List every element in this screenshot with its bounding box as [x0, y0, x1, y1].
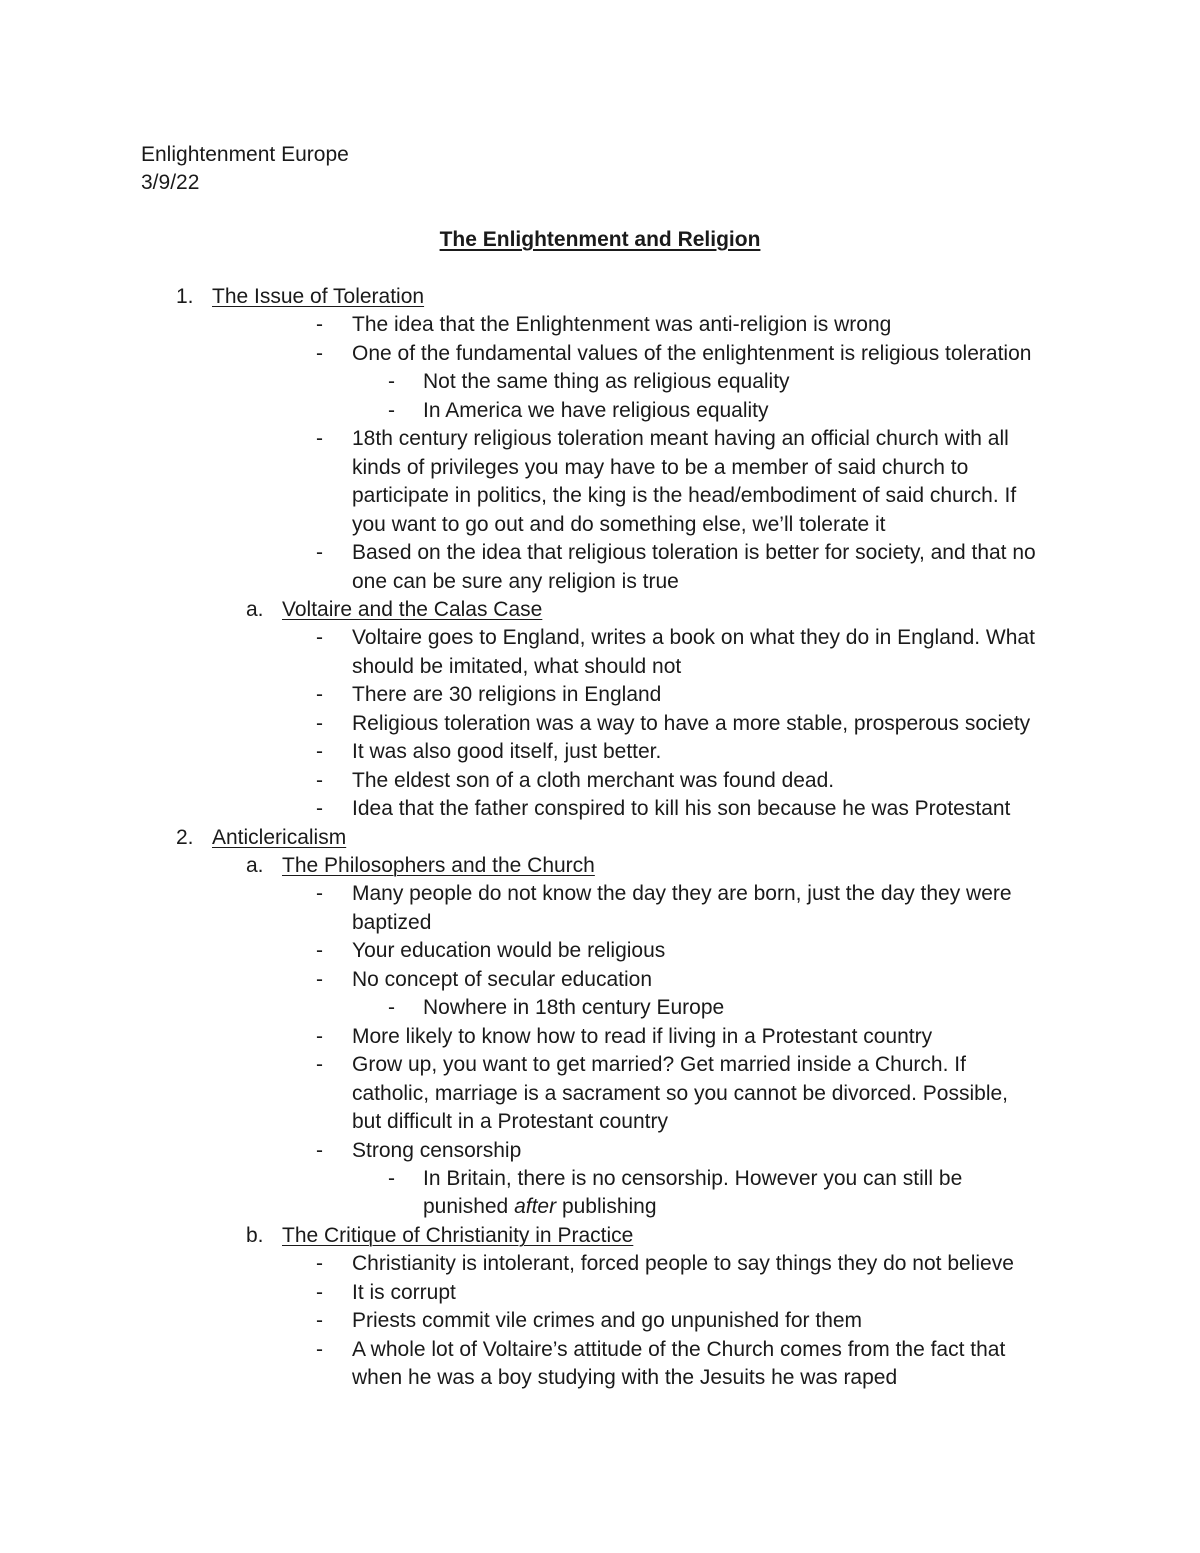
sub-bullet-dash: - — [388, 399, 395, 422]
bullet-text: The idea that the Enlightenment was anti-religion is wrong — [352, 313, 892, 336]
note-date: 3/9/22 — [141, 171, 200, 194]
bullet-dash: - — [316, 427, 323, 450]
bullet-dash: - — [316, 541, 323, 564]
bullet-text: catholic, marriage is a sacrament so you cannot be divorced. Possible, — [352, 1082, 1008, 1105]
document-title: The Enlightenment and Religion — [439, 228, 761, 251]
bullet-text: No concept of secular education — [352, 968, 653, 991]
bullet-dash: - — [316, 313, 323, 336]
bullet-text: when he was a boy studying with the Jesuits he was raped — [352, 1366, 898, 1389]
subsection-letter: a. — [246, 854, 264, 877]
bullet-dash: - — [316, 1252, 323, 1275]
bullet-dash: - — [316, 769, 323, 792]
bullet-text: kinds of privileges you may have to be a member of said church to — [352, 456, 969, 479]
bullet-text: Many people do not know the day they are born, just the day they were — [352, 882, 1012, 905]
bullet-dash: - — [316, 1338, 323, 1361]
bullet-text: Strong censorship — [352, 1139, 522, 1162]
sub-bullet-text — [423, 1193, 657, 1221]
bullet-text: baptized — [352, 911, 432, 934]
section-heading: The Issue of Toleration — [212, 285, 425, 308]
sub-bullet-text: Nowhere in 18th century Europe — [423, 996, 725, 1019]
bullet-text: More likely to know how to read if living in a Protestant country — [352, 1025, 933, 1048]
sub-bullet-text: In America we have religious equality — [423, 399, 769, 422]
bullet-dash: - — [316, 797, 323, 820]
bullet-dash: - — [316, 1309, 323, 1332]
bullet-text: The eldest son of a cloth merchant was found dead. — [352, 769, 835, 792]
bullet-text: should be imitated, what should not — [352, 655, 682, 678]
subsection-heading: Voltaire and the Calas Case — [282, 598, 543, 621]
section-heading: Anticlericalism — [212, 826, 347, 849]
course-name: Enlightenment Europe — [141, 143, 349, 166]
bullet-text: Your education would be religious — [352, 939, 666, 962]
subsection-letter: a. — [246, 598, 264, 621]
bullet-dash: - — [316, 1281, 323, 1304]
subsection-heading: The Critique of Christianity in Practice — [282, 1224, 634, 1247]
section-number: 2. — [176, 826, 194, 849]
bullet-text: 18th century religious toleration meant having an official church with all — [352, 427, 1009, 450]
bullet-text: Priests commit vile crimes and go unpunished for them — [352, 1309, 863, 1332]
bullet-text: A whole lot of Voltaire’s attitude of the Church comes from the fact that — [352, 1338, 1006, 1361]
bullet-text: Religious toleration was a way to have a more stable, prosperous society — [352, 712, 1031, 735]
bullet-text: but difficult in a Protestant country — [352, 1110, 668, 1133]
bullet-dash: - — [316, 712, 323, 735]
bullet-dash: - — [316, 683, 323, 706]
bullet-text: Based on the idea that religious toleration is better for society, and that no — [352, 541, 1036, 564]
bullet-text: Christianity is intolerant, forced people to say things they do not believe — [352, 1252, 1014, 1275]
bullet-text: It was also good itself, just better. — [352, 740, 662, 763]
bullet-text: There are 30 religions in England — [352, 683, 662, 706]
bullet-dash: - — [316, 1025, 323, 1048]
bullet-dash: - — [316, 626, 323, 649]
bullet-dash: - — [316, 968, 323, 991]
subsection-letter: b. — [246, 1224, 264, 1247]
text-run: publishing — [556, 1195, 657, 1218]
bullet-text: Voltaire goes to England, writes a book on what they do in England. What — [352, 626, 1035, 649]
sub-bullet-dash: - — [388, 1167, 395, 1190]
bullet-dash: - — [316, 740, 323, 763]
bullet-text: one can be sure any religion is true — [352, 570, 679, 593]
bullet-text: participate in politics, the king is the head/embodiment of said church. If — [352, 484, 1017, 507]
bullet-dash: - — [316, 882, 323, 905]
sub-bullet-dash: - — [388, 370, 395, 393]
bullet-dash: - — [316, 342, 323, 365]
bullet-text: you want to go out and do something else, we’ll tolerate it — [352, 513, 886, 536]
sub-bullet-text: In Britain, there is no censorship. However you can still be — [423, 1167, 963, 1190]
bullet-text: It is corrupt — [352, 1281, 456, 1304]
bullet-dash: - — [316, 1139, 323, 1162]
text-run: punished — [423, 1195, 515, 1218]
bullet-text: Idea that the father conspired to kill his son because he was Protestant — [352, 797, 1011, 820]
sub-bullet-text: Not the same thing as religious equality — [423, 370, 790, 393]
emphasis-text: after — [514, 1195, 557, 1218]
bullet-text: One of the fundamental values of the enlightenment is religious toleration — [352, 342, 1032, 365]
subsection-heading: The Philosophers and the Church — [282, 854, 595, 877]
bullet-text: Grow up, you want to get married? Get married inside a Church. If — [352, 1053, 966, 1076]
bullet-dash: - — [316, 1053, 323, 1076]
section-number: 1. — [176, 285, 194, 308]
bullet-dash: - — [316, 939, 323, 962]
sub-bullet-dash: - — [388, 996, 395, 1019]
